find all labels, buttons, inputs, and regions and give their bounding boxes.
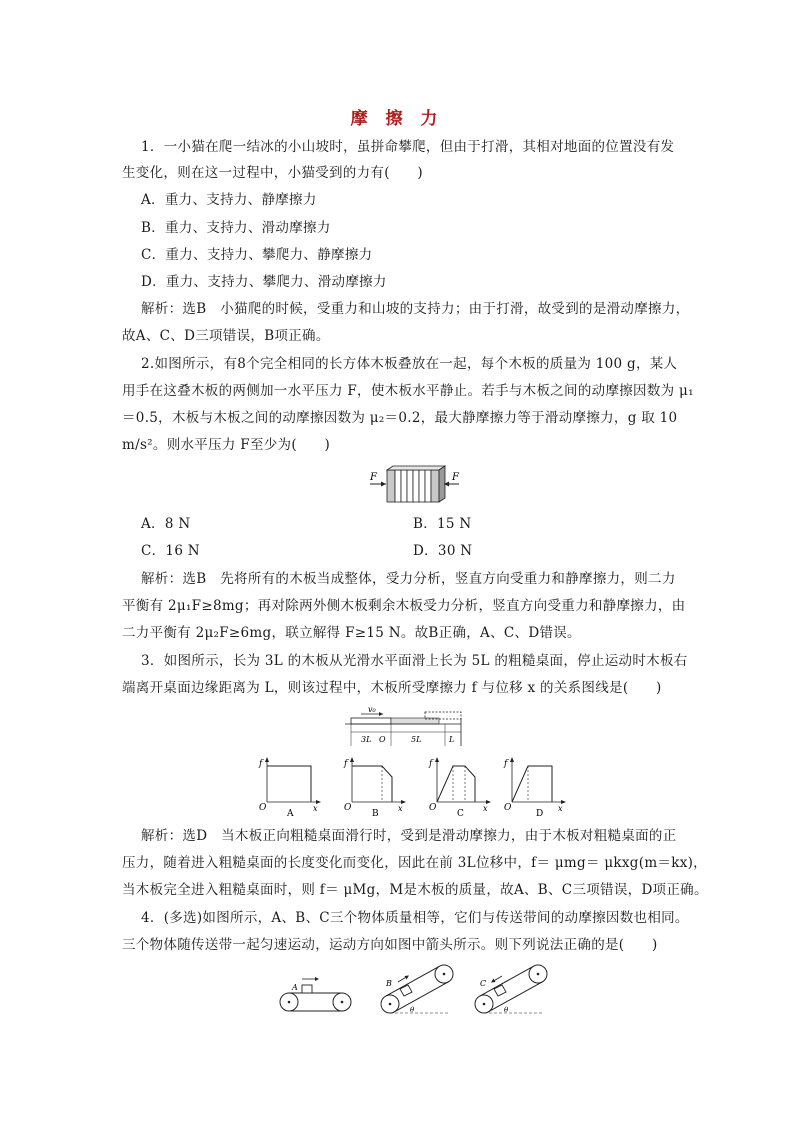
graph-c-letter: C <box>457 809 464 819</box>
q2-stem-line-4: m/s²。则水平压力 F至少为( ) <box>122 437 331 453</box>
q2-stem-line-3: ＝0.5，木板与木板之间的动摩擦因数为 μ₂＝0.2，最大静摩擦力等于滑动摩擦力，g 取 10 <box>122 410 678 426</box>
svg-text:x: x <box>558 804 563 813</box>
svg-text:f: f <box>429 759 433 769</box>
q2-stem-line-1: 2.如图所示，有8个完全相同的长方体木板叠放在一起，每个木板的质量为 100 g，某人 <box>141 356 678 372</box>
q3-graph-c <box>425 755 495 817</box>
q3-stem-line-2: 端离开桌面边缘距离为 L，则该过程中，木板所受摩擦力 f 与位移 x 的关系图线是( ) <box>122 680 662 696</box>
svg-text:C: C <box>480 979 487 988</box>
q3-analysis-line-1: 解析：选D 当木板正向粗糙桌面滑行时，受到是滑动摩擦力，由于木板对粗糙桌面的正 <box>141 828 677 844</box>
page-title: 摩 擦 力 <box>350 109 444 129</box>
q3-graph-a <box>255 755 325 817</box>
svg-text:f: f <box>344 759 348 769</box>
svg-text:f: f <box>259 759 263 769</box>
q1-stem-line-1: 1．一小猫在爬一结冰的小山坡时，虽拼命攀爬，但由于打滑，其相对地面的位置没有发 <box>141 139 675 155</box>
q4-figure-conveyor-a <box>278 960 356 1016</box>
q3-analysis-line-3: 当木板完全进入粗糙桌面时，则 f＝ μMg，M是木板的质量，故A、B、C三项错误，D项正确。 <box>122 882 708 898</box>
q1-stem-line-2: 生变化，则在这一过程中，小猫受到的力有( ) <box>122 165 423 181</box>
graph-a-letter: A <box>287 809 294 819</box>
q1-analysis-line-2: 故A、C、D三项错误，B项正确。 <box>122 328 330 344</box>
q1-option-c: C．重力、支持力、攀爬力、静摩擦力 <box>141 247 373 263</box>
rough-surface <box>391 718 439 724</box>
svg-text:B: B <box>386 979 392 988</box>
label-5L: 5L <box>411 735 422 744</box>
q3-graph-d <box>500 755 570 817</box>
q4-stem-line-1: 4．(多选)如图所示，A、B、C三个物体质量相等，它们与传送带间的动摩擦因数也相同。 <box>141 910 689 926</box>
q2-option-a: A．8 N <box>141 516 191 532</box>
q4-figure-conveyor-c <box>472 952 554 1016</box>
svg-text:A: A <box>292 983 298 992</box>
svg-text:x: x <box>313 804 318 813</box>
q4-stem-line-2: 三个物体随传送带一起匀速运动，运动方向如图中箭头所示。则下列说法正确的是( ) <box>122 937 658 953</box>
svg-text:x: x <box>483 804 488 813</box>
svg-text:θ: θ <box>504 1006 509 1014</box>
q4-figure-conveyor-b <box>378 952 460 1016</box>
svg-text:θ: θ <box>410 1006 415 1014</box>
q3-analysis-line-2: 压力，随着进入粗糙桌面的长度变化而变化，因此在前 3L位移中，f＝ μmg＝ μkxg(m＝kx)， <box>122 855 707 871</box>
svg-text:O: O <box>344 803 352 813</box>
q1-option-d: D．重力、支持力、攀爬力、滑动摩擦力 <box>141 274 387 290</box>
q1-option-a: A．重力、支持力、静摩擦力 <box>141 192 317 208</box>
right-force-label: F <box>452 472 459 483</box>
q2-stem-line-2: 用手在这叠木板的两侧加一水平压力 F，使木板水平静止。若手与木板之间的动摩擦因数为 μ₁ <box>122 383 694 399</box>
q3-stem-line-1: 3．如图所示，长为 3L 的木板从光滑水平面滑上长为 5L 的粗糙桌面，停止运动时木板右 <box>141 653 688 669</box>
q2-option-b: B．15 N <box>413 516 472 532</box>
q1-analysis-line-1: 解析：选B 小猫爬的时候，受重力和山坡的支持力；由于打滑，故受到的是滑动摩擦力， <box>141 301 690 317</box>
graph-b-letter: B <box>372 809 379 819</box>
label-3L: 3L <box>361 735 372 744</box>
q2-analysis-line-1: 解析：选B 先将所有的木板当成整体，受力分析，竖直方向受重力和静摩擦力，则二力 <box>141 571 676 587</box>
board-start <box>351 718 391 724</box>
svg-text:O: O <box>429 803 437 813</box>
q2-option-c: C．16 N <box>141 543 200 559</box>
left-arrow-head <box>381 482 386 487</box>
q2-figure-board-stack <box>364 462 464 504</box>
initial-velocity-label: v₀ <box>368 705 376 714</box>
svg-text:x: x <box>398 804 403 813</box>
q2-analysis-line-2: 平衡有 2μ₁F≥8mg；再对除两外侧木板剩余木板受力分析，竖直方向受重力和静摩擦力，由 <box>122 598 686 614</box>
q2-option-d: D．30 N <box>413 543 473 559</box>
label-L: L <box>449 735 455 744</box>
svg-text:O: O <box>504 803 512 813</box>
graph-d-letter: D <box>536 809 544 819</box>
q1-option-b: B．重力、支持力、滑动摩擦力 <box>141 220 331 236</box>
svg-text:O: O <box>259 803 267 813</box>
label-O: O <box>379 735 386 744</box>
q2-analysis-line-3: 二力平衡有 2μ₂F≥6mg，联立解得 F≥15 N。故B正确，A、C、D错误。 <box>122 625 581 641</box>
left-force-label: F <box>370 472 377 483</box>
q3-figure-board-on-table <box>345 702 470 750</box>
q3-graph-b <box>340 755 410 817</box>
svg-text:f: f <box>504 759 508 769</box>
